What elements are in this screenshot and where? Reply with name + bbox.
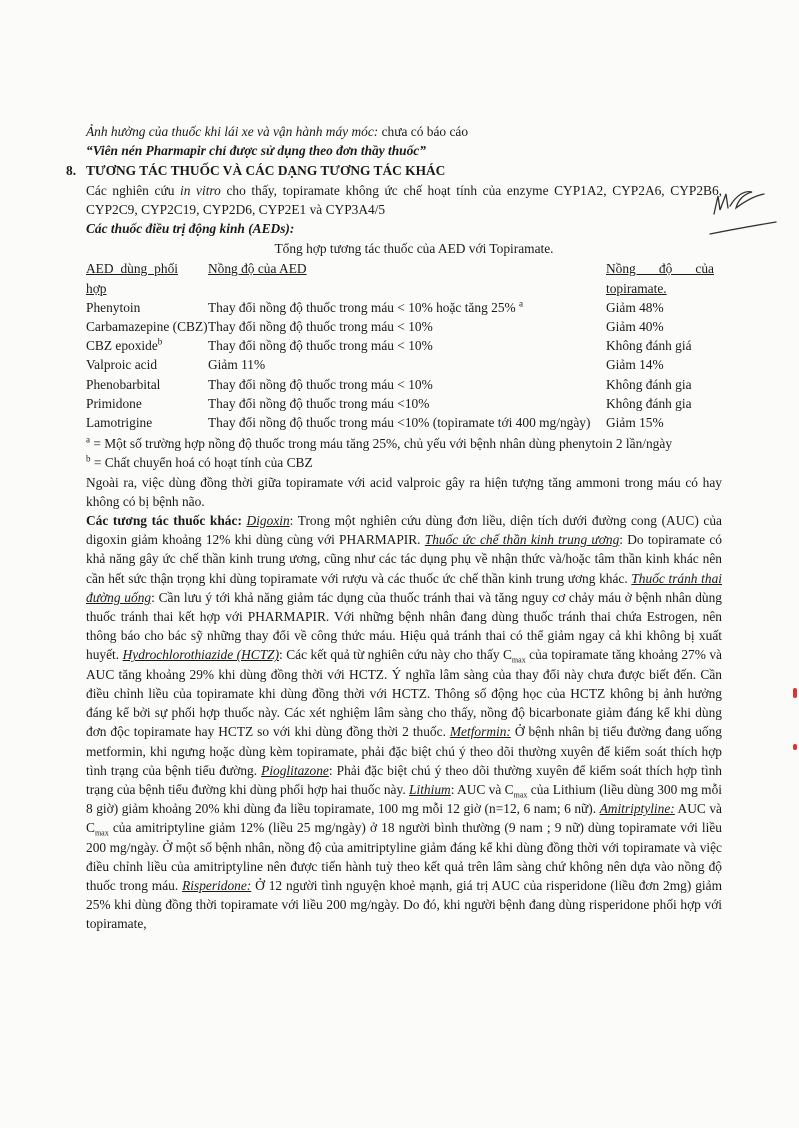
- drug-label-pioglitazone: Pioglitazone: [261, 762, 329, 778]
- aed-name: Primidone: [86, 395, 142, 411]
- document-page: [66, 122, 723, 934]
- table-header-row: [86, 259, 722, 297]
- aed-name: Phenobarbital: [86, 376, 161, 392]
- margin-red-mark: [793, 744, 797, 750]
- driving-text: chưa có báo cáo: [381, 124, 469, 139]
- valproic-note: Ngoài ra, việc dùng đồng thời giữa topiramate với acid valproic gây ra hiện tượng tăng ammoni trong máu có hay không có bị bệnh não.: [86, 474, 722, 509]
- drug-label-risperidone: Risperidone:: [182, 877, 252, 893]
- drug-label-metformin: Metformin:: [449, 724, 511, 740]
- other-interactions-paragraph: [86, 511, 722, 933]
- header-aed-concentration: Nồng độ của AED: [208, 261, 307, 277]
- section-number: 8.: [66, 163, 77, 179]
- footnote-text: = Một số trường hợp nồng độ thuốc trong máu tăng 25%, chủ yếu với bệnh nhân dùng phenytoin 2 lần/ngày: [90, 436, 673, 452]
- section-heading: [66, 161, 722, 180]
- topiramate-concentration: Không đánh gia: [606, 395, 692, 411]
- drug-text: AUC và C: [86, 801, 722, 836]
- drug-text: : Do topiramate có khả năng gây ức chế thần kinh trung ương, cũng như các tác dụng phụ về nhận thức và/hoặc tâm thần kinh khác nên cần hết sức thận trọng khi dùng topiramate với rượu và các thuốc ức chế thần kinh trung ương khác.: [86, 532, 722, 586]
- topiramate-concentration: Giảm 14%: [606, 357, 664, 373]
- subscript: max: [511, 656, 526, 666]
- aed-name: CBZ epoxide: [86, 338, 158, 354]
- aed-concentration: Thay đổi nồng độ thuốc trong máu < 10%: [208, 338, 433, 354]
- drug-label-oral-contraceptive: Thuốc tránh thai đường uống: [86, 570, 722, 605]
- topiramate-concentration: Giảm 15%: [606, 415, 664, 431]
- drug-text: : Cần lưu ý tới khả năng giảm tác dụng của thuốc tránh thai và tăng nguy cơ chảy máu ở bệnh nhân dùng thuốc tránh thai kết hợp với PHARMAPIR. Với những bệnh nhân đang dùng thuốc tránh thai chứa Estrogen, nên thông báo cho bác sỹ những thay đổi về công thức máu. Hiệu quả tránh thai có thể giảm ngay cả khi không bị xuất huyết.: [86, 589, 722, 663]
- header-topiramate-concentration: Nồng độ của topiramate.: [606, 261, 714, 296]
- subscript: max: [94, 828, 109, 838]
- footnote-a: [86, 434, 722, 453]
- drug-label-amitriptyline: Amitriptyline:: [599, 801, 675, 817]
- table-footnotes: [86, 434, 722, 511]
- drug-text: Ở bệnh nhân bị tiểu đường đang uống metformin, khi ngưng hoặc dùng kèm topiramate, phải đặc biệt chú ý theo dõi thường xuyên để kiểm soát thích hợp tình trạng của bệnh tiểu đường.: [86, 724, 723, 778]
- drug-text: : Trong một nghiên cứu dùng đơn liều, diện tích dưới đường cong (AUC) của digoxin giảm khoảng 12% khi dùng cùng với PHARMAPIR.: [86, 513, 722, 548]
- aed-concentration: Thay đổi nồng độ thuốc trong máu < 10%: [208, 376, 433, 392]
- drug-text: của amitriptyline giảm 12% (liều 25 mg/ngày) ở 18 người bình thường (9 nam ; 9 nữ) dùng topiramate với liều 200 mg/ngày. Ở một số bệnh nhân, nồng độ của amitriptyline giảm đáng kể khi dùng đồng thời với topiramate và việc điều chỉnh liều của amitriptyline nên được tiến hành tuỳ theo kết quả trên lâm sàng chứ không nên dựa vào nồng độ thuốc trong máu.: [86, 820, 722, 893]
- table-row: [86, 394, 722, 413]
- drug-label-digoxin: Digoxin: [246, 513, 290, 529]
- other-heading: Các tương tác thuốc khác:: [86, 513, 242, 529]
- topiramate-concentration: Không đánh giá: [606, 338, 692, 354]
- footnote-mark: b: [157, 336, 163, 347]
- table-caption: Tổng hợp tương tác thuốc của AED với Topiramate.: [274, 241, 554, 257]
- drug-text: của topiramate tăng khoảng 27% và AUC tăng khoảng 29% khi dùng đồng thời với HCTZ. Ý nghĩa lâm sàng của thay đổi này chưa được biết đến. Cần điều chỉnh liều của topiramate khi dùng đồng thời với HCTZ. Thông số động học của HCTZ không bị ảnh hưởng đáng kể bởi sự phối hợp thuốc này. Các xét nghiệm lâm sàng cho thấy, nồng độ bicarbonate giảm đáng kể khi dùng đơn độc topiramate hay HCTZ so với khi dùng đồng thời 2 thuốc.: [86, 647, 722, 740]
- drug-text: : AUC và C: [450, 781, 514, 797]
- drug-text: của Lithium (liều dùng 300 mg mỗi 8 giờ) giảm khoảng 20% khi dùng đa liều topiramate, 100 mg mỗi 12 giờ (n=12, 6 nam; 6 nữ).: [86, 781, 722, 817]
- drug-text: : Các kết quả từ nghiên cứu này cho thấy C: [279, 647, 512, 663]
- in-vitro-paragraph: [86, 181, 722, 219]
- aed-name: Valproic acid: [86, 357, 158, 373]
- topiramate-concentration: Giảm 48%: [606, 299, 664, 315]
- driving-effect-line: [86, 122, 722, 141]
- drug-label-lithium: Lithium: [409, 781, 451, 797]
- subscript: max: [513, 790, 528, 800]
- table-row: [86, 298, 722, 317]
- prescription-note: “Viên nén Pharmapir chỉ được sử dụng theo đơn thầy thuốc”: [86, 143, 426, 159]
- topiramate-concentration: Không đánh gia: [606, 376, 692, 392]
- aed-heading: Các thuốc điều trị động kinh (AEDs):: [86, 221, 295, 237]
- margin-red-mark: [793, 688, 797, 698]
- footnote-b: [86, 453, 722, 472]
- footnote-mark: a: [519, 298, 524, 309]
- table-row: [86, 336, 722, 355]
- driving-label: Ảnh hưởng của thuốc khi lái xe và vận hành máy móc:: [86, 124, 379, 139]
- intro-italic: in vitro: [180, 182, 221, 198]
- aed-concentration: Thay đổi nồng độ thuốc trong máu <10% (topiramate tới 400 mg/ngày): [208, 415, 591, 431]
- aed-interaction-table: [86, 259, 722, 432]
- drug-label-hctz: Hydrochlorothiazide (HCTZ): [122, 647, 280, 663]
- aed-concentration: Thay đổi nồng độ thuốc trong máu < 10% hoặc tăng 25%: [208, 299, 516, 315]
- drug-text: : Phải đặc biệt chú ý theo dõi thường xuyên để kiểm soát thích hợp tình trạng của bệnh tiểu đường khi dùng phối hợp hai thuốc này.: [86, 762, 722, 797]
- footnote-mark: b: [86, 453, 91, 464]
- header-aed: AED dùng phối hợp: [86, 261, 178, 296]
- aed-name: Lamotrigine: [86, 415, 153, 431]
- footnote-mark: a: [86, 434, 90, 445]
- drug-text: Ở 12 người tình nguyện khoẻ mạnh, giá trị AUC của risperidone (liều đơn 2mg) giảm 25% khi dùng đồng thời topiramate với liều 200 mg/ngày. Do đó, khi người bệnh đang dùng risperidone phối hợp với topiramate,: [86, 877, 722, 932]
- intro-text-2: cho thấy, topiramate không ức chế hoạt tính của enzyme CYP1A2, CYP2A6, CYP2B6, CYP2C9, CYP2C19, CYP2D6, CYP2E1 và CYP3A4/5: [86, 182, 722, 217]
- table-row: [86, 317, 722, 336]
- aed-concentration: Giảm 11%: [208, 357, 266, 373]
- topiramate-concentration: Giảm 40%: [606, 319, 664, 335]
- aed-name: Carbamazepine (CBZ): [86, 319, 208, 335]
- table-row: [86, 375, 722, 394]
- drug-label-cns: Thuốc ức chế thần kinh trung ương: [424, 532, 620, 548]
- table-row: [86, 413, 722, 432]
- aed-name: Phenytoin: [86, 299, 141, 315]
- aed-concentration: Thay đổi nồng độ thuốc trong máu < 10%: [208, 319, 433, 335]
- footnote-text: = Chất chuyển hoá có hoạt tính của CBZ: [90, 455, 313, 471]
- table-row: [86, 355, 722, 374]
- aed-concentration: Thay đổi nồng độ thuốc trong máu <10%: [208, 395, 430, 411]
- intro-text: Các nghiên cứu: [86, 182, 181, 198]
- section-title: TƯƠNG TÁC THUỐC VÀ CÁC DẠNG TƯƠNG TÁC KHÁC: [86, 163, 446, 179]
